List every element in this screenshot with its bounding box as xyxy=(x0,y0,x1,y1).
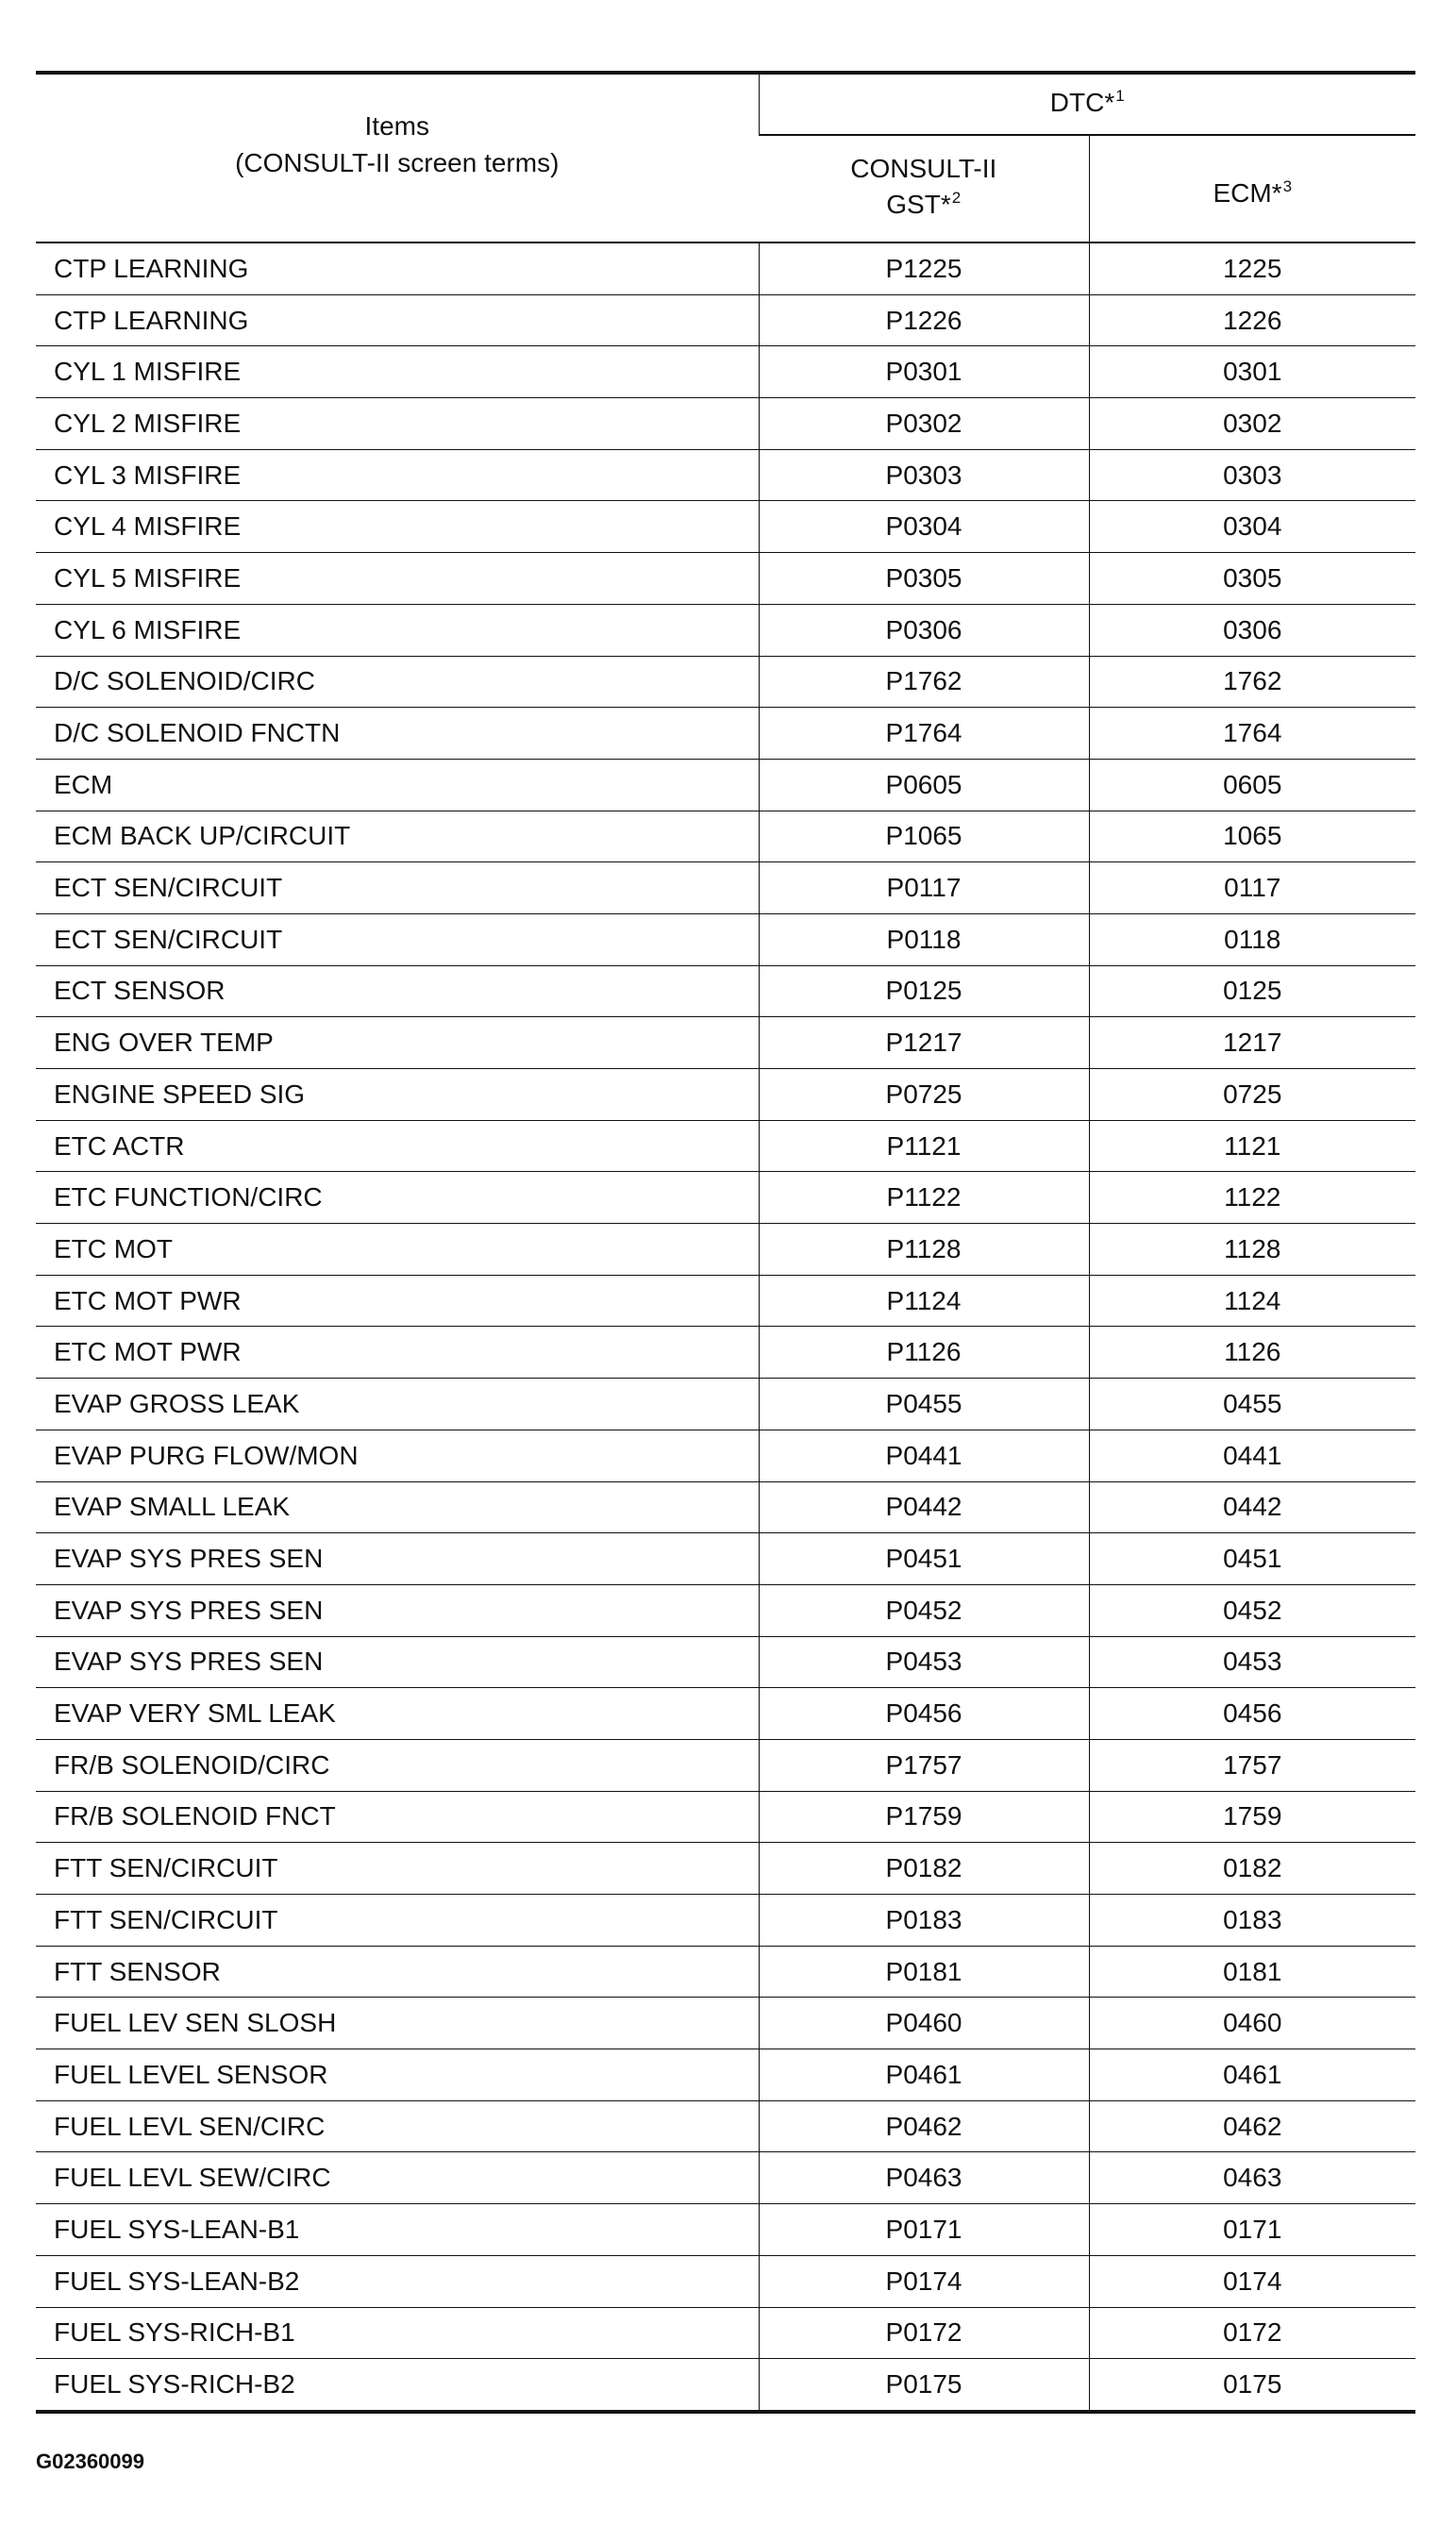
ecm-code-cell: 1121 xyxy=(1089,1120,1415,1172)
table-row xyxy=(36,1688,1415,1740)
consult-gst-code-cell: P1217 xyxy=(759,1017,1089,1069)
table-row xyxy=(36,1275,1415,1327)
ecm-code-cell: 1764 xyxy=(1089,708,1415,760)
ecm-code-cell: 0453 xyxy=(1089,1636,1415,1688)
item-cell: FUEL LEVL SEN/CIRC xyxy=(36,2100,759,2152)
table-row xyxy=(36,1533,1415,1585)
item-cell: CYL 4 MISFIRE xyxy=(36,501,759,553)
table-row xyxy=(36,1998,1415,2049)
consult-gst-code-cell: P0463 xyxy=(759,2152,1089,2204)
consult-gst-code-cell: P1226 xyxy=(759,294,1089,346)
item-cell: ECT SENSOR xyxy=(36,965,759,1017)
item-cell: CYL 1 MISFIRE xyxy=(36,346,759,398)
ecm-code-cell: 0171 xyxy=(1089,2204,1415,2256)
ecm-code-cell: 0175 xyxy=(1089,2359,1415,2412)
table-row xyxy=(36,708,1415,760)
ecm-code-cell: 1762 xyxy=(1089,656,1415,708)
dtc-header-label: DTC* xyxy=(1049,87,1115,117)
consult-gst-code-cell: P0117 xyxy=(759,862,1089,914)
item-cell: FR/B SOLENOID/CIRC xyxy=(36,1739,759,1791)
ecm-code-cell: 1217 xyxy=(1089,1017,1415,1069)
table-row xyxy=(36,1224,1415,1276)
consult-gst-code-cell: P0172 xyxy=(759,2307,1089,2359)
table-row xyxy=(36,1069,1415,1121)
consult-gst-code-cell: P0441 xyxy=(759,1430,1089,1481)
item-cell: CYL 2 MISFIRE xyxy=(36,398,759,450)
table-row xyxy=(36,1636,1415,1688)
item-cell: FR/B SOLENOID FNCT xyxy=(36,1791,759,1843)
item-cell: FTT SENSOR xyxy=(36,1946,759,1998)
items-header-line1: Items xyxy=(364,110,429,141)
table-row xyxy=(36,759,1415,811)
ecm-code-cell: 0455 xyxy=(1089,1379,1415,1430)
ecm-code-cell: 0461 xyxy=(1089,2049,1415,2101)
consult-gst-code-cell: P0171 xyxy=(759,2204,1089,2256)
ecm-code-cell: 0725 xyxy=(1089,1069,1415,1121)
table-row xyxy=(36,1739,1415,1791)
dtc-group-header xyxy=(759,73,1415,135)
item-cell: ETC MOT PWR xyxy=(36,1327,759,1379)
ecm-footnote-mark: 3 xyxy=(1282,177,1293,195)
ecm-code-cell: 0442 xyxy=(1089,1481,1415,1533)
ecm-code-cell: 0441 xyxy=(1089,1430,1415,1481)
item-cell: EVAP GROSS LEAK xyxy=(36,1379,759,1430)
header-row-top xyxy=(36,73,1415,135)
consult-gst-code-cell: P1122 xyxy=(759,1172,1089,1224)
ecm-code-cell: 1065 xyxy=(1089,811,1415,862)
ecm-code-cell: 0301 xyxy=(1089,346,1415,398)
consult-gst-code-cell: P1762 xyxy=(759,656,1089,708)
table-row xyxy=(36,2152,1415,2204)
table-row xyxy=(36,1946,1415,1998)
consult-gst-code-cell: P0605 xyxy=(759,759,1089,811)
table-row xyxy=(36,1172,1415,1224)
ecm-code-cell: 0452 xyxy=(1089,1584,1415,1636)
table-row xyxy=(36,604,1415,656)
item-cell: CTP LEARNING xyxy=(36,242,759,294)
item-cell: CYL 3 MISFIRE xyxy=(36,449,759,501)
consult-gst-code-cell: P1764 xyxy=(759,708,1089,760)
ecm-code-cell: 1757 xyxy=(1089,1739,1415,1791)
item-cell: D/C SOLENOID/CIRC xyxy=(36,656,759,708)
table-row xyxy=(36,2359,1415,2412)
item-cell: D/C SOLENOID FNCTN xyxy=(36,708,759,760)
gst-header-label: GST* xyxy=(886,190,951,219)
table-row xyxy=(36,2100,1415,2152)
items-column-header xyxy=(36,73,759,242)
ecm-code-cell: 0605 xyxy=(1089,759,1415,811)
table-row xyxy=(36,1430,1415,1481)
ecm-code-cell: 0118 xyxy=(1089,913,1415,965)
ecm-code-cell: 0462 xyxy=(1089,2100,1415,2152)
consult-gst-code-cell: P0304 xyxy=(759,501,1089,553)
ecm-code-cell: 1124 xyxy=(1089,1275,1415,1327)
consult-gst-code-cell: P0442 xyxy=(759,1481,1089,1533)
table-row xyxy=(36,1017,1415,1069)
consult-gst-code-cell: P0175 xyxy=(759,2359,1089,2412)
table-row xyxy=(36,1843,1415,1895)
consult-gst-code-cell: P0301 xyxy=(759,346,1089,398)
table-row xyxy=(36,862,1415,914)
consult-gst-code-cell: P1225 xyxy=(759,242,1089,294)
item-cell: CYL 6 MISFIRE xyxy=(36,604,759,656)
item-cell: EVAP SYS PRES SEN xyxy=(36,1533,759,1585)
consult-gst-code-cell: P0461 xyxy=(759,2049,1089,2101)
ecm-code-cell: 0125 xyxy=(1089,965,1415,1017)
item-cell: ETC MOT xyxy=(36,1224,759,1276)
ecm-code-cell: 0306 xyxy=(1089,604,1415,656)
item-cell: FUEL SYS-RICH-B1 xyxy=(36,2307,759,2359)
item-cell: ECT SEN/CIRCUIT xyxy=(36,913,759,965)
item-cell: ECT SEN/CIRCUIT xyxy=(36,862,759,914)
ecm-header-label: ECM* xyxy=(1213,178,1282,208)
ecm-code-cell: 1126 xyxy=(1089,1327,1415,1379)
consult-gst-code-cell: P0452 xyxy=(759,1584,1089,1636)
ecm-code-cell: 0182 xyxy=(1089,1843,1415,1895)
consult-gst-code-cell: P0303 xyxy=(759,449,1089,501)
item-cell: ECM BACK UP/CIRCUIT xyxy=(36,811,759,862)
table-row xyxy=(36,1379,1415,1430)
table-row xyxy=(36,1895,1415,1947)
item-cell: FUEL SYS-RICH-B2 xyxy=(36,2359,759,2412)
item-cell: CTP LEARNING xyxy=(36,294,759,346)
consult-gst-code-cell: P0453 xyxy=(759,1636,1089,1688)
table-row xyxy=(36,2255,1415,2307)
item-cell: FUEL SYS-LEAN-B2 xyxy=(36,2255,759,2307)
consult-gst-code-cell: P0125 xyxy=(759,965,1089,1017)
items-header-line2: (CONSULT-II screen terms) xyxy=(235,147,560,177)
table-row xyxy=(36,1584,1415,1636)
item-cell: FUEL LEV SEN SLOSH xyxy=(36,1998,759,2049)
table-row xyxy=(36,449,1415,501)
table-row xyxy=(36,294,1415,346)
item-cell: ETC ACTR xyxy=(36,1120,759,1172)
item-cell: ENGINE SPEED SIG xyxy=(36,1069,759,1121)
table-row xyxy=(36,1120,1415,1172)
consult-gst-code-cell: P0305 xyxy=(759,553,1089,605)
item-cell: FTT SEN/CIRCUIT xyxy=(36,1843,759,1895)
ecm-code-cell: 0117 xyxy=(1089,862,1415,914)
item-cell: EVAP SMALL LEAK xyxy=(36,1481,759,1533)
table-row xyxy=(36,1327,1415,1379)
ecm-code-cell: 1759 xyxy=(1089,1791,1415,1843)
consult-gst-code-cell: P0460 xyxy=(759,1998,1089,2049)
consult-gst-code-cell: P0455 xyxy=(759,1379,1089,1430)
item-cell: FUEL SYS-LEAN-B1 xyxy=(36,2204,759,2256)
table-row xyxy=(36,346,1415,398)
consult-gst-code-cell: P0174 xyxy=(759,2255,1089,2307)
dtc-footnote-mark: 1 xyxy=(1115,86,1125,105)
consult-gst-code-cell: P1126 xyxy=(759,1327,1089,1379)
ecm-code-cell: 1225 xyxy=(1089,242,1415,294)
table-row xyxy=(36,242,1415,294)
table-row xyxy=(36,2049,1415,2101)
table-row xyxy=(36,1481,1415,1533)
consult-gst-code-cell: P0456 xyxy=(759,1688,1089,1740)
consult-header-line1: CONSULT-II xyxy=(850,154,997,183)
item-cell: CYL 5 MISFIRE xyxy=(36,553,759,605)
ecm-code-cell: 0460 xyxy=(1089,1998,1415,2049)
item-cell: EVAP SYS PRES SEN xyxy=(36,1584,759,1636)
ecm-code-cell: 1122 xyxy=(1089,1172,1415,1224)
ecm-code-cell: 0174 xyxy=(1089,2255,1415,2307)
consult-gst-code-cell: P0725 xyxy=(759,1069,1089,1121)
figure-id: G02360099 xyxy=(36,2450,144,2473)
table-body xyxy=(36,242,1415,2412)
table-row xyxy=(36,2307,1415,2359)
item-cell: EVAP PURG FLOW/MON xyxy=(36,1430,759,1481)
consult-gst-code-cell: P0183 xyxy=(759,1895,1089,1947)
ecm-code-cell: 1128 xyxy=(1089,1224,1415,1276)
item-cell: FTT SEN/CIRCUIT xyxy=(36,1895,759,1947)
consult-gst-code-cell: P0182 xyxy=(759,1843,1089,1895)
table-row xyxy=(36,501,1415,553)
ecm-code-cell: 0181 xyxy=(1089,1946,1415,1998)
item-cell: FUEL LEVL SEW/CIRC xyxy=(36,2152,759,2204)
ecm-code-cell: 0451 xyxy=(1089,1533,1415,1585)
ecm-code-cell: 0172 xyxy=(1089,2307,1415,2359)
table-row xyxy=(36,656,1415,708)
consult-gst-code-cell: P0181 xyxy=(759,1946,1089,1998)
consult-gst-code-cell: P1121 xyxy=(759,1120,1089,1172)
consult-gst-code-cell: P0462 xyxy=(759,2100,1089,2152)
item-cell: EVAP VERY SML LEAK xyxy=(36,1688,759,1740)
item-cell: ECM xyxy=(36,759,759,811)
table-header xyxy=(36,73,1415,242)
consult-gst-code-cell: P1759 xyxy=(759,1791,1089,1843)
consult-gst-code-cell: P0451 xyxy=(759,1533,1089,1585)
item-cell: EVAP SYS PRES SEN xyxy=(36,1636,759,1688)
consult-gst-code-cell: P1065 xyxy=(759,811,1089,862)
ecm-code-cell: 0183 xyxy=(1089,1895,1415,1947)
consult-gst-code-cell: P0118 xyxy=(759,913,1089,965)
ecm-code-cell: 0463 xyxy=(1089,2152,1415,2204)
item-cell: ETC MOT PWR xyxy=(36,1275,759,1327)
dtc-table xyxy=(36,71,1415,2414)
table-row xyxy=(36,811,1415,862)
ecm-column-header xyxy=(1089,135,1415,242)
table-row xyxy=(36,1791,1415,1843)
consult-gst-code-cell: P0306 xyxy=(759,604,1089,656)
item-cell: FUEL LEVEL SENSOR xyxy=(36,2049,759,2101)
item-cell: ETC FUNCTION/CIRC xyxy=(36,1172,759,1224)
ecm-code-cell: 0303 xyxy=(1089,449,1415,501)
consult-gst-code-cell: P1124 xyxy=(759,1275,1089,1327)
consult-gst-column-header xyxy=(759,135,1089,242)
consult-gst-code-cell: P1128 xyxy=(759,1224,1089,1276)
ecm-code-cell: 0304 xyxy=(1089,501,1415,553)
ecm-code-cell: 0302 xyxy=(1089,398,1415,450)
consult-gst-code-cell: P1757 xyxy=(759,1739,1089,1791)
consult-gst-code-cell: P0302 xyxy=(759,398,1089,450)
table-row xyxy=(36,398,1415,450)
ecm-code-cell: 0305 xyxy=(1089,553,1415,605)
table-row xyxy=(36,2204,1415,2256)
item-cell: ENG OVER TEMP xyxy=(36,1017,759,1069)
ecm-code-cell: 1226 xyxy=(1089,294,1415,346)
table-row xyxy=(36,965,1415,1017)
table-row xyxy=(36,913,1415,965)
table-row xyxy=(36,553,1415,605)
ecm-code-cell: 0456 xyxy=(1089,1688,1415,1740)
gst-footnote-mark: 2 xyxy=(951,189,962,207)
